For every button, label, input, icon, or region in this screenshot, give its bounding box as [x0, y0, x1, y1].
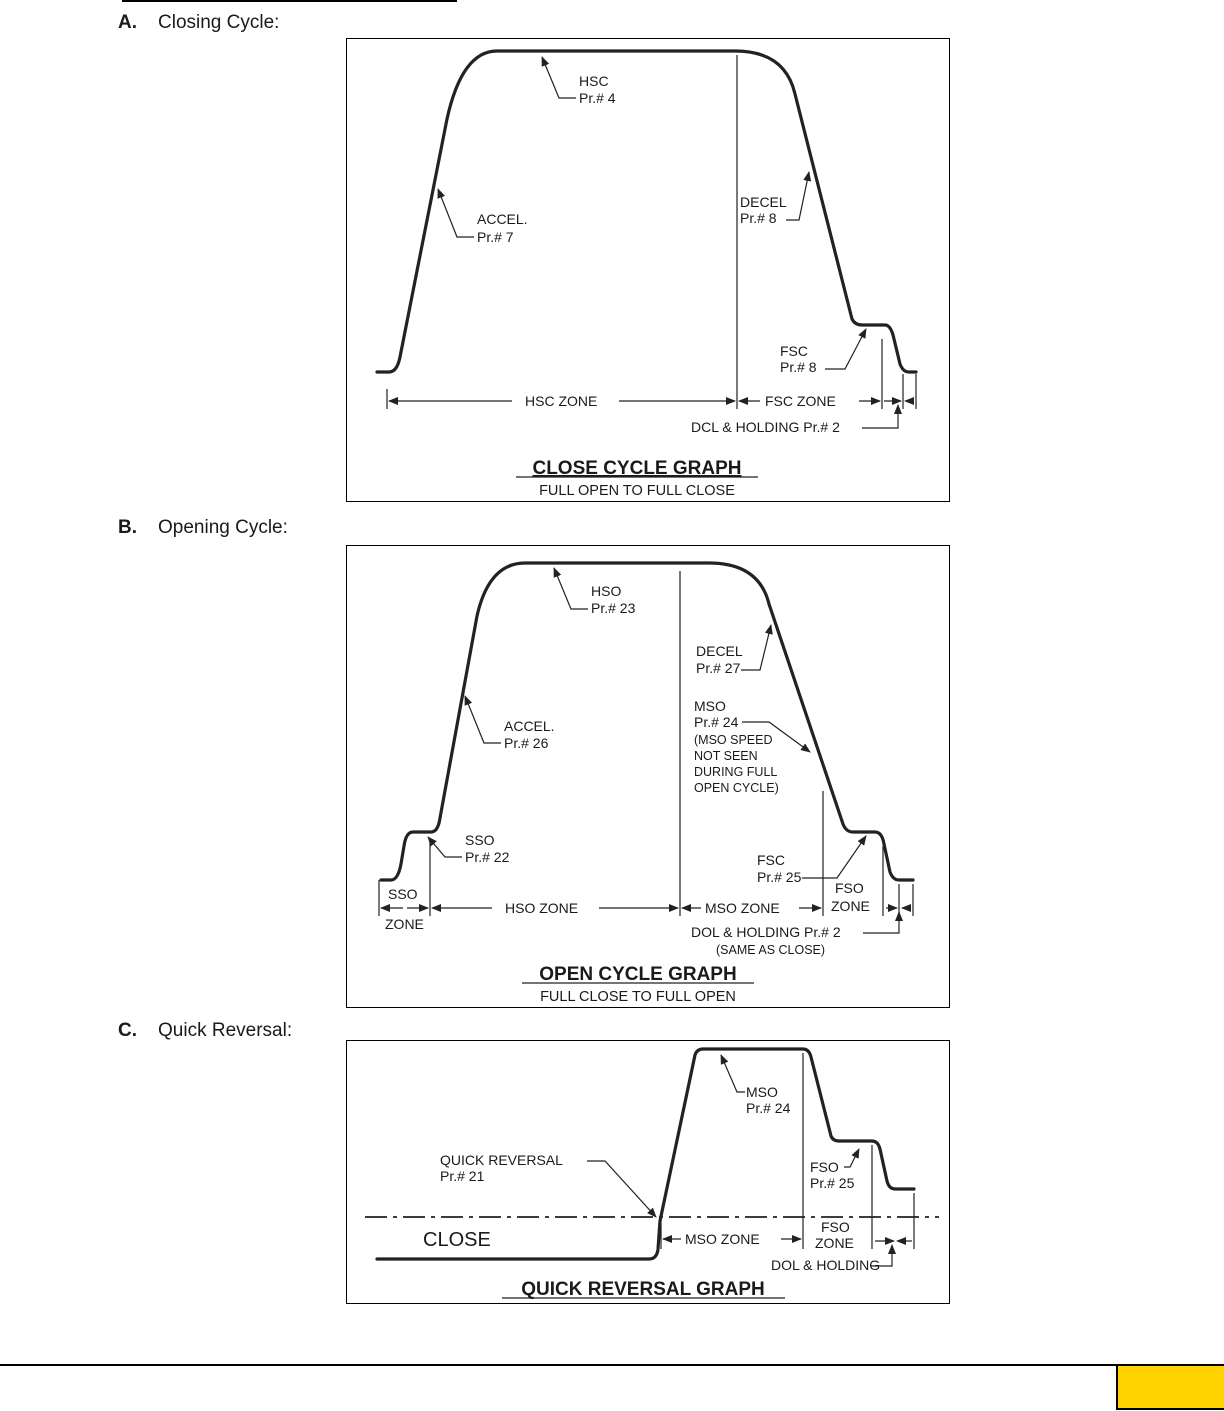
open-accel-param: Pr.# 26 — [504, 735, 549, 751]
close-decel-param: Pr.# 8 — [740, 210, 777, 226]
open-decel-param: Pr.# 27 — [696, 660, 741, 676]
quick-reversal-graph — [346, 1040, 950, 1304]
open-graph-subtitle: FULL CLOSE TO FULL OPEN — [540, 989, 736, 1005]
close-decel-label: DECEL — [740, 194, 787, 210]
close-hsc-label: HSC — [579, 73, 609, 89]
reversal-fso-label: FSO — [810, 1159, 839, 1175]
reversal-mso-zone: MSO ZONE — [685, 1231, 760, 1247]
section-c-heading — [118, 1020, 292, 1042]
open-dol-holding: DOL & HOLDING Pr.# 2 — [691, 924, 841, 940]
page-number-tab — [1116, 1366, 1224, 1410]
open-hso-param: Pr.# 23 — [591, 600, 636, 616]
open-mso-zone: MSO ZONE — [705, 900, 780, 916]
header-rule — [122, 0, 457, 2]
open-fsc-label: FSC — [757, 852, 785, 868]
close-fsc-label: FSC — [780, 343, 808, 359]
section-b-letter: B. — [118, 517, 137, 538]
section-a-title: Closing Cycle: — [158, 12, 280, 33]
reversal-fso-param: Pr.# 25 — [810, 1175, 855, 1191]
open-hso-label: HSO — [591, 583, 622, 599]
section-a-heading — [118, 12, 279, 34]
reversal-mso-param: Pr.# 24 — [746, 1100, 791, 1116]
reversal-dol-holding: DOL & HOLDING — [771, 1257, 881, 1273]
open-mso-param: Pr.# 24 — [694, 714, 739, 730]
reversal-graph-title: QUICK REVERSAL GRAPH — [521, 1279, 765, 1300]
close-dcl-holding: DCL & HOLDING Pr.# 2 — [691, 419, 840, 435]
open-sso-param: Pr.# 22 — [465, 849, 510, 865]
close-graph-subtitle: FULL OPEN TO FULL CLOSE — [539, 483, 735, 499]
open-sso-label: SSO — [465, 832, 495, 848]
section-a-letter: A. — [118, 12, 137, 33]
reversal-mso-label: MSO — [746, 1084, 778, 1100]
close-accel-param: Pr.# 7 — [477, 229, 514, 245]
section-c-title: Quick Reversal: — [158, 1020, 293, 1041]
close-fsc-zone: FSC ZONE — [765, 393, 836, 409]
section-b-title: Opening Cycle: — [158, 517, 288, 538]
open-decel-label: DECEL — [696, 643, 743, 659]
open-mso-note-3: DURING FULL — [694, 765, 778, 779]
reversal-close-label: CLOSE — [423, 1229, 491, 1251]
open-sso-zone-top: SSO — [388, 886, 418, 902]
open-fsc-param: Pr.# 25 — [757, 869, 802, 885]
open-mso-note-2: NOT SEEN — [694, 749, 758, 763]
reversal-fso-zone-bottom: ZONE — [815, 1235, 854, 1251]
close-hsc-zone: HSC ZONE — [525, 393, 598, 409]
close-decel-leader — [786, 172, 809, 220]
open-speed-profile — [381, 563, 913, 880]
close-hsc-leader — [542, 57, 576, 98]
close-fsc-param: Pr.# 8 — [780, 359, 817, 375]
open-graph-title: OPEN CYCLE GRAPH — [539, 964, 737, 985]
open-fso-zone: ZONE — [831, 898, 870, 914]
open-hso-zone: HSO ZONE — [505, 900, 579, 916]
open-fso-label: FSO — [835, 880, 864, 896]
open-same-as-close: (SAME AS CLOSE) — [716, 943, 826, 957]
close-fsc-leader — [825, 329, 866, 369]
close-speed-profile — [377, 51, 916, 372]
section-b-heading — [118, 517, 288, 539]
footer-rule — [0, 1364, 1224, 1366]
close-dcl-leader — [862, 405, 898, 428]
close-accel-label: ACCEL. — [477, 211, 528, 227]
open-accel-label: ACCEL. — [504, 718, 555, 734]
close-hsc-param: Pr.# 4 — [579, 90, 616, 106]
reversal-quick-reversal-label: QUICK REVERSAL — [440, 1152, 563, 1168]
close-cycle-graph — [346, 38, 950, 502]
section-c-letter: C. — [118, 1020, 137, 1041]
open-mso-note-4: OPEN CYCLE) — [694, 781, 779, 795]
reversal-quick-reversal-param: Pr.# 21 — [440, 1168, 485, 1184]
open-mso-label: MSO — [694, 698, 726, 714]
close-accel-leader — [438, 189, 474, 237]
open-cycle-graph — [346, 545, 950, 1008]
reversal-fso-zone-top: FSO — [821, 1219, 850, 1235]
open-sso-zone-bottom: ZONE — [385, 916, 424, 932]
close-graph-title: CLOSE CYCLE GRAPH — [532, 458, 742, 479]
open-mso-note-1: (MSO SPEED — [694, 733, 773, 747]
